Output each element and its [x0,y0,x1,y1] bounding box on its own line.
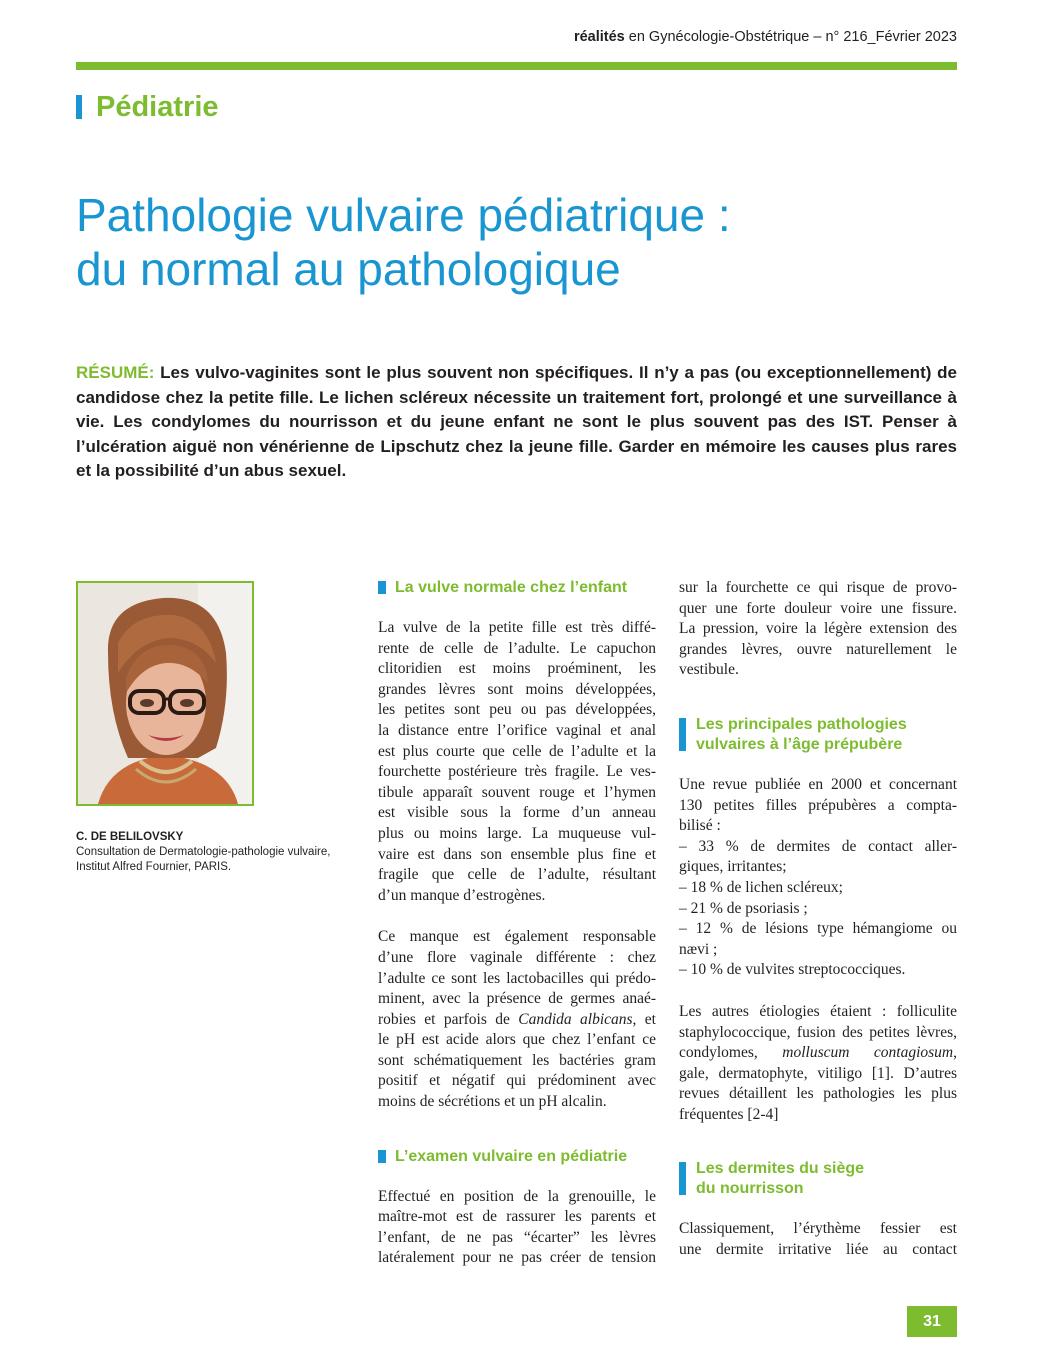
author-affiliation-line-1: Consultation de Dermatologie-pathologie vulvaire, [76,846,331,858]
text-line: tibule apparaît souvent rouge et l’hymen [378,783,656,801]
subheading-marker [679,718,686,751]
text-line: nævi ; [679,940,718,958]
text-fragment: , et [632,1010,656,1028]
subheading-marker [679,1162,686,1195]
text-line: maître-mot est de rassurer les parents et [378,1208,656,1226]
author-portrait-illustration [78,583,252,804]
article-title [76,188,956,296]
subheading-text-line-1: Les dermites du siège [696,1160,865,1178]
text-line: la distance entre l’orifice vaginal et anal [378,721,656,739]
paragraph-pediatric-exam [378,1187,656,1269]
text-line: La pression, voire la légère extension des [679,620,957,638]
text-line: sont schématiquement les bactéries gram [378,1051,656,1069]
text-line: plus ou moins large. La muqueuse vul- [378,824,656,842]
subheading-main-pathologies [679,715,957,755]
text-line: d’une flore vaginale différente : chez [378,948,656,966]
italic-term: molluscum contagiosum [782,1044,954,1062]
text-line: positif et négatif qui prédominent avec [378,1072,656,1090]
section-label: Pédiatrie [96,90,219,123]
section-marker [76,95,82,119]
column-1 [378,578,656,1269]
text-line: fragile que celle de l’adulte, résultant [378,866,656,884]
subheading-text-line-2: du nourrisson [696,1180,804,1198]
title-line-2: du normal au pathologique [76,243,621,295]
subheading-text-line-1: Les principales pathologies [696,715,907,733]
subheading-normal-vulva [378,578,656,598]
subheading-text: La vulve normale chez l’enfant [395,579,628,596]
text-line: – 10 % de vulvites streptococciques. [679,961,906,979]
subheading-diaper-dermatitis [679,1159,957,1199]
text-line: La vulve de la petite fille est très diffé- [378,619,656,636]
text-line: est plus courte que celle de l’adulte et la [378,742,656,760]
text-line: latéralement pour ne pas créer de tension [378,1249,656,1267]
text-line: quer une forte douleur voire une fissure. [679,599,957,617]
text-line: Classiquement, l’érythème fessier est [679,1220,957,1238]
page-number: 31 [907,1306,957,1337]
author-name: C. DE BELILOVSKY [76,831,184,843]
text-line: – 18 % de lichen scléreux; [679,878,843,896]
journal-brand: réalités [573,29,625,45]
text-line: rente de celle de l’adulte. Le capuchon [378,639,656,657]
text-line: moins de sécrétions et un pH alcalin. [378,1093,607,1111]
author-photo [76,581,254,806]
column-2 [679,578,957,1261]
text-line: le pH est acide alors que chez l’enfant ce [378,1031,656,1049]
text-line: fourchette postérieure très fragile. Le ves- [378,763,656,781]
abstract [76,361,957,484]
abstract-label: RÉSUMÉ: [76,363,155,382]
text-line: Les autres étiologies étaient : folliculite [679,1002,957,1020]
text-line: l’enfant, de ne pas “écarter” les lèvres [378,1228,656,1246]
top-rule [76,62,957,70]
italic-term: Candida albicans [518,1010,633,1028]
subheading-pediatric-exam [378,1147,656,1167]
text-line: 130 petites filles prépubères a compta- [679,796,957,814]
subheading-text: L’examen vulvaire en pédiatrie [395,1147,628,1165]
subheading-text-line-2: vulvaires à l’âge prépubère [696,735,903,753]
paragraph-normal-vulva [378,618,656,906]
text-line: revues détaillent les pathologies les plus [679,1085,957,1103]
text-line: grandes lèvres sont moins développées, [378,680,656,698]
subheading-marker [378,1150,386,1163]
paragraph-diaper-dermatitis [679,1219,957,1260]
paragraph-review-statistics [679,775,957,981]
text-line: bilisé : [679,817,721,835]
journal-issue: en Gynécologie-Obstétrique – n° 216_Février 2023 [624,29,957,45]
text-line [679,1043,957,1064]
text-line: Ce manque est également responsable [378,928,656,946]
text-line: sur la fourchette ce qui risque de provo- [679,579,957,596]
title-line-1: Pathologie vulvaire pédiatrique : [76,189,731,241]
abstract-text: Les vulvo-vaginites sont le plus souvent non spécifiques. Il n’y a pas (ou exceptionnellement) de candidose chez la petite fille. Le lichen scléreux nécessite un traitement fort, prolongé et une surveillance à vie. Les condylomes du nourrisson et du jeune enfant ne sont le plus souvent pas des IST. Penser à l’ulcération aiguë non vénérienne de Lipschutz chez la jeune fille. Garder en mémoire les causes plus rares et la possibilité d’un abus sexuel. [76,363,957,480]
text-line: est visible sous la forme d’un anneau [378,804,656,822]
paragraph-other-etiologies [679,1002,957,1126]
paragraph-exam-continued [679,578,957,681]
text-line: minent, avec la présence de germes anaé- [378,990,656,1008]
text-line: l’adulte ce sont les lactobacilles qui prédo- [378,969,656,987]
text-line: staphylococcique, fusion des petites lèvres, [679,1023,957,1041]
journal-header [574,29,957,45]
text-line: vestibule. [679,661,739,679]
text-line: – 12 % de lésions type hémangiome ou [679,920,957,938]
text-line: Effectué en position de la grenouille, le [378,1187,656,1205]
text-line: d’un manque d’estrogènes. [378,886,546,904]
section-heading [76,90,219,124]
text-line: clitoridien est moins proéminent, les [378,660,656,678]
author-affiliation-line-2: Institut Alfred Fournier, PARIS. [76,861,232,873]
text-line: – 33 % de dermites de contact aller- [679,837,957,855]
text-line: une dermite irritative liée au contact [679,1241,957,1259]
text-line: grandes lèvres, ouvre naturellement le [679,640,957,658]
text-fragment: condylomes, [679,1044,783,1062]
text-line: – 21 % de psoriasis ; [679,899,808,917]
subheading-marker [378,581,386,594]
text-line: les petites sont peu ou pas développées, [378,701,656,719]
text-fragment: , [953,1044,957,1062]
text-line [378,1010,656,1031]
text-line: vaire est dans son ensemble plus fine et [378,845,656,863]
paragraph-vaginal-flora [378,927,656,1112]
text-fragment: robies et parfois de [378,1010,519,1028]
text-line: fréquentes [2-4] [679,1105,779,1123]
text-line: giques, irritantes; [679,858,787,876]
author-block [76,830,366,875]
text-line: Une revue publiée en 2000 et concernant [679,775,957,793]
text-line: gale, dermatophyte, vitiligo [1]. D’autres [679,1064,957,1082]
